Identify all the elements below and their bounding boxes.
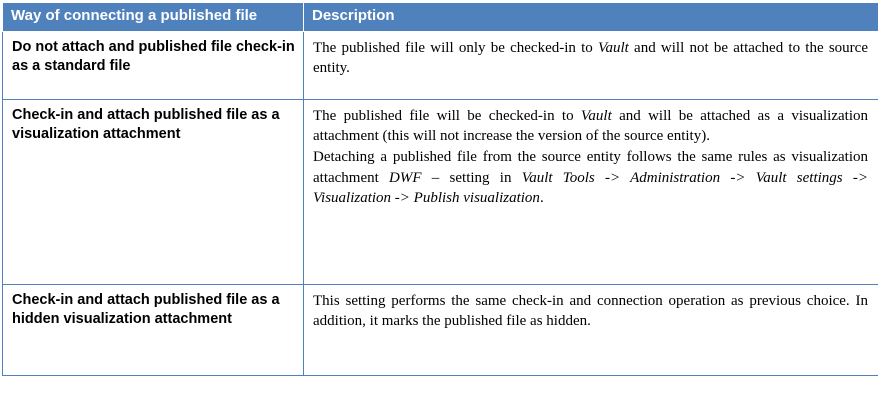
table-header-row [3,3,878,32]
cell-way: Do not attach and published file check-in as a standard file [3,31,304,99]
column-header-description: Description [304,3,878,32]
cell-way: Check-in and attach published file as a hidden visualization attachment [3,284,304,375]
table-row [3,284,878,375]
table-body [3,31,878,375]
table-row [3,31,878,99]
cell-way: Check-in and attach published file as a visualization attachment [3,99,304,284]
cell-description: The published file will only be checked-in to Vault and will not be attached to the source entity. [304,31,878,99]
table-row [3,99,878,284]
table-header [3,3,878,32]
ways-of-connecting-table [2,2,878,376]
cell-description: The published file will be checked-in to Vault and will be attached as a visualization attachment (this will not increase the version of the source entity). Detaching a published file from the source entity follows the same rules as visualization attachment DWF – setting in Vault Tools -> Administration -> Vault settings -> Visualization -> Publish visualization. [304,99,878,284]
column-header-way: Way of connecting a published file [3,3,304,32]
cell-description: This setting performs the same check-in and connection operation as previous choice. In addition, it marks the published file as hidden. [304,284,878,375]
